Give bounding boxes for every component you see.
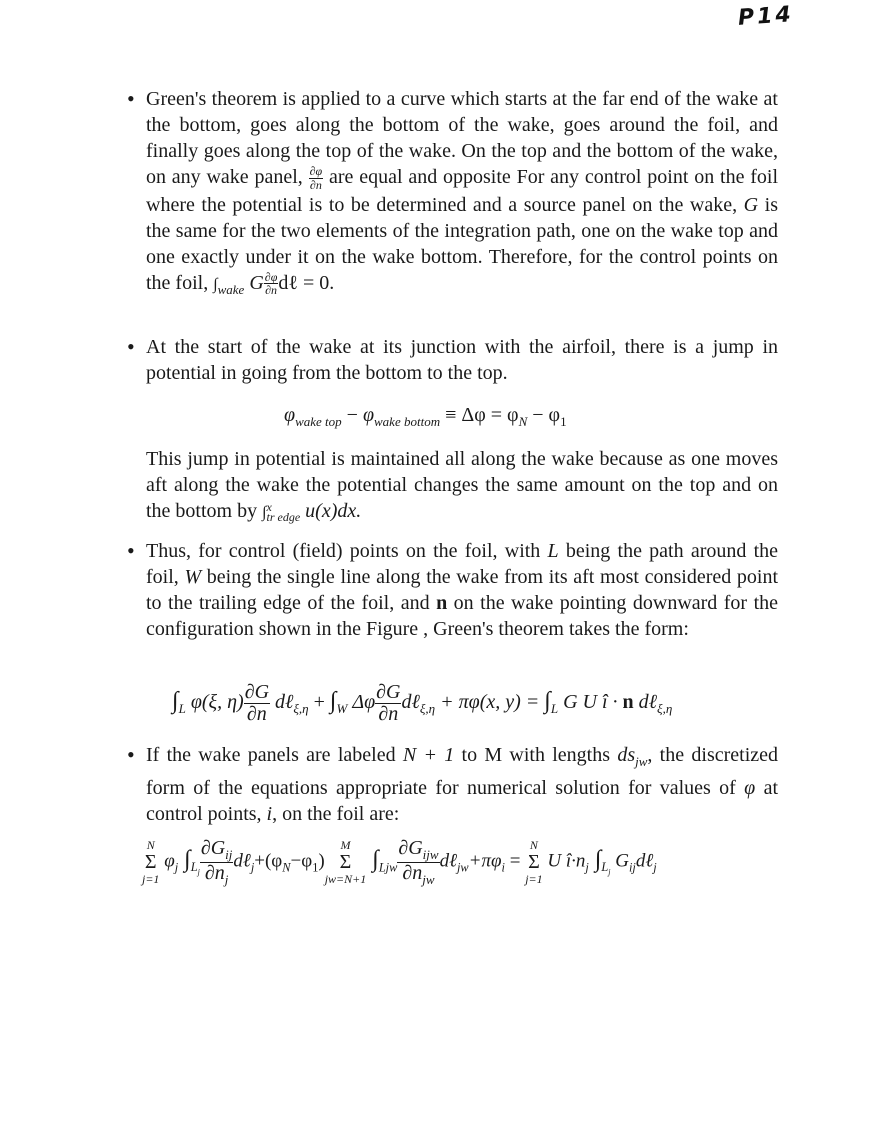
wake-integral-formula: $\int_{wake}$ G $\frac{\partial\varphi}{\partial n}$ dℓ = 0. bbox=[213, 269, 335, 298]
symbol-phi: φ bbox=[744, 777, 756, 799]
greens-theorem-equation: $\int_L$ φ(ξ, η) $\frac{\partial G}{\partial n}$ dℓ$_{\xi,\eta}$ + $\int_W$ Δφ $\frac{\partial G}{\partial n}$ dℓ$_{\xi,\eta}$ + πφ(x, $y) = \int_L$ G U î · n dℓ$_{\xi,\eta}$ bbox=[172, 681, 673, 725]
bullet-4-paragraph: If the wake panels are labeled N + 1 to M with lengths $ds_{jw}$, the discretized form of the equations appropriate for numerical solution for values of φ at control points, i, on the foil are: bbox=[146, 744, 779, 825]
discretized-equation: N Σ j=1 $\varphi_j$ $\int_{L_j}$ $\frac{\partial G_{ij}}{\partial n_j}$ $d\ell_j+(\varphi_N-\varphi_1)$ M Σ jw=N+1 $\int_{Ljw}$ $\frac{\partial G_{ijw}}{\partial n_{jw}}$ $d\ell_{jw}+\pi\varphi_i$ = N Σ j=1 U $î\cdot n_j$ $\int_{L_j}$ $G_{ij}d\ell_j$ bbox=[142, 837, 657, 887]
bullet-2-text: At the start of the wake at its junction with the airfoil, there is a jump in potential in going from the bottom to the top. bbox=[146, 336, 778, 384]
bullet-1-marker: • bbox=[127, 86, 135, 111]
symbol-n: n bbox=[436, 592, 448, 614]
bullet-2-text-2: This jump in potential is maintained all along the wake because as one moves aft along the wake the potential changes the same amount on the top and on the bottom by bbox=[146, 448, 778, 522]
bullet-1-paragraph bbox=[146, 86, 778, 303]
bullet-3-paragraph: Thus, for control (field) points on the foil, with L being the path around the foil, W being the single line along the wake from its aft most considered point to the trailing edge of the foil, and n on the wake pointing downward for the configuration shown in the Figure , Green's theorem takes the form: bbox=[146, 540, 779, 640]
bullet-1-text-b: are equal and opposite For any control point on the foil where the potential is to be determined and a source panel on the wake, bbox=[146, 166, 779, 216]
expression-ds-jw: $ds_{jw}$ bbox=[617, 744, 648, 769]
symbol-i: i bbox=[266, 803, 273, 825]
bullet-3-marker: • bbox=[127, 538, 135, 563]
bullet-4-marker: • bbox=[127, 742, 135, 767]
partial-phi-over-n-fraction: $\frac{\partial\varphi}{\partial n}$ bbox=[309, 164, 323, 192]
bullet-2-marker: • bbox=[127, 334, 135, 359]
bullet-2-paragraph-2 bbox=[146, 446, 778, 526]
trailing-edge-integral: ∫ x tr edge u(x)dx. bbox=[262, 500, 362, 525]
bullet-2-paragraph bbox=[146, 334, 778, 386]
symbol-l: L bbox=[547, 540, 559, 562]
expression-n-plus-1: N + 1 bbox=[402, 744, 455, 766]
symbol-g: G bbox=[743, 193, 759, 216]
potential-jump-equation: $\varphi_{wake top} - \varphi_{wake bottom} \equiv \Delta\varphi = \varphi_N - \varphi_1$ bbox=[284, 404, 567, 429]
symbol-w: W bbox=[184, 566, 202, 588]
bullet-1-text-a: Green's theorem is applied to a curve which starts at the far end of the wake at the bottom, goes along the bottom of the wake, goes around the foil, and finally goes along the top of the wake. On the top and the bottom of the wake, on any wake panel, bbox=[146, 88, 778, 188]
bullet-1-text-c: is the same for the two elements of the integration path, one on the wake top and one exactly under it on the wake bottom. Therefore, for the control points on the foil, bbox=[146, 193, 779, 294]
page-number: P14 bbox=[737, 2, 795, 31]
